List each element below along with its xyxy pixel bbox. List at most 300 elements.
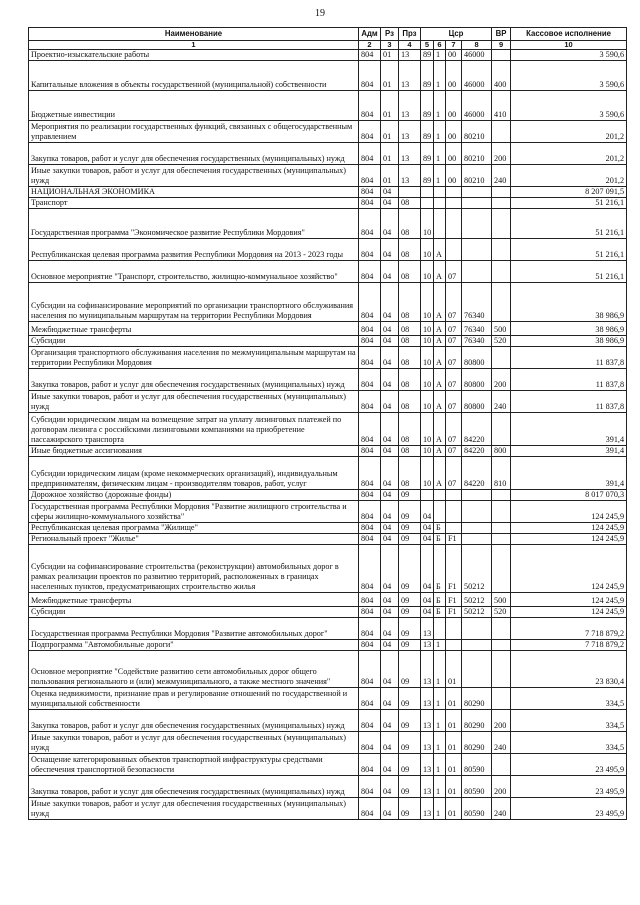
row-rz: 01 [381,91,399,121]
table-row [29,283,627,322]
row-csr-program: 04 [421,607,434,618]
row-csr-subprogram: А [434,446,446,457]
row-prz: 09 [399,534,421,545]
row-name: Основное мероприятие "Транспорт, строительство, жилищно-коммунальное хозяйство" [29,261,359,283]
row-vr: 240 [492,798,511,820]
row-amount: 38 986,9 [511,336,627,347]
row-prz: 09 [399,640,421,651]
row-amount: 124 245,9 [511,593,627,607]
row-amount: 11 837,8 [511,347,627,369]
row-csr-direction: 76340 [462,322,492,336]
row-vr: 800 [492,446,511,457]
row-csr-subprogram: Б [434,534,446,545]
row-csr-event: 01 [446,688,462,710]
row-csr-direction: 46000 [462,50,492,61]
row-vr [492,187,511,198]
row-csr-event: 00 [446,50,462,61]
column-number: 9 [492,41,511,50]
row-vr: 520 [492,607,511,618]
row-csr-event: 00 [446,121,462,143]
row-name: Мероприятия по реализации государственных функций, связанных с общегосударственным управлением [29,121,359,143]
row-csr-program: 10 [421,261,434,283]
row-csr-program: 89 [421,50,434,61]
row-prz [399,187,421,198]
row-amount: 51 216,1 [511,261,627,283]
table-body [29,50,627,820]
row-rz: 04 [381,798,399,820]
row-csr-event: 07 [446,261,462,283]
row-adm: 804 [359,50,381,61]
row-adm: 804 [359,545,381,593]
row-adm: 804 [359,261,381,283]
row-name: Государственная программа "Экономическое развитие Республики Мордовия" [29,209,359,239]
row-prz: 08 [399,391,421,413]
row-csr-subprogram: Б [434,545,446,593]
row-adm: 804 [359,732,381,754]
row-vr [492,239,511,261]
row-prz: 08 [399,322,421,336]
row-csr-direction: 80210 [462,165,492,187]
row-csr-subprogram: Б [434,607,446,618]
row-csr-program: 10 [421,457,434,490]
row-amount: 391,4 [511,457,627,490]
row-csr-direction [462,534,492,545]
row-vr: 400 [492,61,511,91]
row-csr-subprogram [434,209,446,239]
row-adm: 804 [359,391,381,413]
table-row [29,198,627,209]
row-csr-program: 13 [421,710,434,732]
row-amount: 11 837,8 [511,391,627,413]
row-csr-direction: 80210 [462,121,492,143]
table-row [29,61,627,91]
row-csr-event: 00 [446,61,462,91]
table-row [29,143,627,165]
row-amount: 201,2 [511,165,627,187]
row-csr-direction [462,198,492,209]
row-rz: 04 [381,534,399,545]
row-adm: 804 [359,347,381,369]
row-prz: 09 [399,545,421,593]
row-csr-program [421,198,434,209]
table-row [29,593,627,607]
row-csr-event: 01 [446,798,462,820]
row-name: Капитальные вложения в объекты государственной (муниципальной) собственности [29,61,359,91]
row-name: Субсидии на софинансирование строительства (реконструкции) автомобильных дорог в рамках реализации проектов по развитию территорий, расположенных в границах населенных пунктов, предусматривающих строительство жилья [29,545,359,593]
table-row [29,336,627,347]
row-adm: 804 [359,413,381,446]
row-csr-event [446,501,462,523]
row-amount: 8 207 091,5 [511,187,627,198]
row-csr-program [421,490,434,501]
row-name: Подпрограмма "Автомобильные дороги" [29,640,359,651]
row-rz: 04 [381,523,399,534]
row-amount: 124 245,9 [511,534,627,545]
column-number: 4 [399,41,421,50]
row-adm: 804 [359,165,381,187]
row-csr-program: 10 [421,413,434,446]
row-csr-subprogram [434,490,446,501]
row-amount: 3 590,6 [511,50,627,61]
header-csr: Цср [421,28,492,41]
row-amount: 334,5 [511,732,627,754]
row-vr: 200 [492,143,511,165]
row-vr [492,413,511,446]
row-name: Проектно-изыскательские работы [29,50,359,61]
header-adm: Адм [359,28,381,41]
row-csr-subprogram: Б [434,593,446,607]
column-number: 6 [434,41,446,50]
row-csr-subprogram: А [434,336,446,347]
row-vr [492,347,511,369]
row-csr-direction: 84220 [462,413,492,446]
row-name: Иные закупки товаров, работ и услуг для обеспечения государственных (муниципальных) нужд [29,391,359,413]
row-csr-direction: 80800 [462,369,492,391]
row-rz: 04 [381,369,399,391]
row-rz: 04 [381,651,399,688]
row-prz: 08 [399,457,421,490]
row-prz: 09 [399,523,421,534]
row-csr-subprogram: Б [434,523,446,534]
row-csr-subprogram [434,198,446,209]
row-csr-direction: 80290 [462,710,492,732]
row-adm: 804 [359,91,381,121]
row-amount: 11 837,8 [511,369,627,391]
row-rz: 04 [381,593,399,607]
row-name: Иные бюджетные ассигнования [29,446,359,457]
row-csr-subprogram: А [434,322,446,336]
row-name: Республиканская целевая программа развития Республики Мордовия на 2013 - 2023 годы [29,239,359,261]
table-row [29,413,627,446]
row-rz: 04 [381,336,399,347]
row-csr-direction: 50212 [462,545,492,593]
row-vr [492,688,511,710]
row-amount: 3 590,6 [511,61,627,91]
row-csr-event: 01 [446,710,462,732]
row-prz: 08 [399,283,421,322]
row-csr-direction [462,501,492,523]
row-adm: 804 [359,688,381,710]
row-adm: 804 [359,501,381,523]
row-rz: 04 [381,239,399,261]
row-vr: 240 [492,732,511,754]
row-rz: 01 [381,61,399,91]
row-adm: 804 [359,121,381,143]
row-name: Государственная программа Республики Мордовия "Развитие автомобильных дорог" [29,618,359,640]
row-rz: 04 [381,501,399,523]
row-prz: 09 [399,651,421,688]
row-name: Государственная программа Республики Мордовия "Развитие жилищного строительства и сферы жилищно-коммунального хозяйства" [29,501,359,523]
row-rz: 04 [381,732,399,754]
row-adm: 804 [359,61,381,91]
table-row [29,50,627,61]
page-number: 19 [315,8,325,19]
column-number: 7 [446,41,462,50]
row-prz: 08 [399,336,421,347]
row-prz: 09 [399,754,421,776]
table-row [29,187,627,198]
row-csr-direction [462,651,492,688]
row-amount: 3 590,6 [511,91,627,121]
row-csr-event: F1 [446,545,462,593]
row-csr-program: 10 [421,283,434,322]
row-csr-subprogram: А [434,283,446,322]
table-row [29,446,627,457]
row-vr: 520 [492,336,511,347]
row-adm: 804 [359,369,381,391]
row-prz: 09 [399,798,421,820]
row-csr-program: 13 [421,688,434,710]
row-adm: 804 [359,322,381,336]
table-row [29,776,627,798]
row-name: Оснащение категорированных объектов транспортной инфраструктуры средствами обеспечения транспортной безопасности [29,754,359,776]
table-row [29,545,627,593]
row-csr-subprogram: 1 [434,688,446,710]
row-csr-event: 07 [446,446,462,457]
row-csr-subprogram [434,187,446,198]
row-csr-program: 89 [421,121,434,143]
table-row [29,688,627,710]
row-adm: 804 [359,798,381,820]
row-csr-direction [462,187,492,198]
row-csr-program: 13 [421,754,434,776]
row-amount: 124 245,9 [511,545,627,593]
column-number: 8 [462,41,492,50]
row-csr-direction [462,618,492,640]
row-vr [492,754,511,776]
row-vr [492,651,511,688]
row-csr-subprogram: А [434,457,446,490]
row-vr: 500 [492,322,511,336]
row-rz: 04 [381,618,399,640]
row-csr-event [446,640,462,651]
row-csr-event: 00 [446,91,462,121]
header-cash-execution: Кассовое исполнение [511,28,627,41]
row-rz: 04 [381,710,399,732]
row-name: Региональный проект "Жилье" [29,534,359,545]
row-prz: 08 [399,261,421,283]
row-csr-subprogram: 1 [434,165,446,187]
row-name: Иные закупки товаров, работ и услуг для обеспечения государственных (муниципальных) нужд [29,732,359,754]
row-csr-direction: 80590 [462,776,492,798]
row-name: Бюджетные инвестиции [29,91,359,121]
row-amount: 124 245,9 [511,523,627,534]
row-name: Субсидии [29,336,359,347]
table-row [29,347,627,369]
row-csr-subprogram: 1 [434,143,446,165]
table-row [29,369,627,391]
row-name: Иные закупки товаров, работ и услуг для обеспечения государственных (муниципальных) нужд [29,798,359,820]
table-row [29,165,627,187]
row-vr: 500 [492,593,511,607]
row-csr-event: 00 [446,165,462,187]
row-csr-direction: 80590 [462,798,492,820]
row-name: Оценка недвижимости, признание прав и регулирование отношений по государственной и муниципальной собственности [29,688,359,710]
row-adm: 804 [359,143,381,165]
row-csr-subprogram: 1 [434,640,446,651]
row-csr-direction: 46000 [462,91,492,121]
row-rz: 04 [381,607,399,618]
column-number: 5 [421,41,434,50]
row-csr-program: 04 [421,534,434,545]
column-number: 1 [29,41,359,50]
row-prz: 13 [399,61,421,91]
table-row [29,91,627,121]
row-csr-direction [462,239,492,261]
row-prz: 08 [399,413,421,446]
table-row [29,618,627,640]
row-name: Дорожное хозяйство (дорожные фонды) [29,490,359,501]
row-amount: 23 830,4 [511,651,627,688]
row-vr: 240 [492,391,511,413]
row-csr-program: 10 [421,391,434,413]
row-csr-event [446,239,462,261]
row-amount: 7 718 879,2 [511,640,627,651]
row-csr-direction: 80210 [462,143,492,165]
row-csr-program: 04 [421,523,434,534]
row-csr-event [446,523,462,534]
row-vr: 200 [492,776,511,798]
row-adm: 804 [359,534,381,545]
row-prz: 08 [399,209,421,239]
table-row [29,732,627,754]
row-csr-program: 13 [421,640,434,651]
row-amount: 7 718 879,2 [511,618,627,640]
row-rz: 04 [381,688,399,710]
row-rz: 04 [381,322,399,336]
table-row [29,754,627,776]
row-adm: 804 [359,618,381,640]
row-adm: 804 [359,187,381,198]
row-rz: 04 [381,283,399,322]
row-csr-program: 10 [421,369,434,391]
row-name: Субсидии на софинансирование мероприятий по организации транспортного обслуживания населения по муниципальным маршрутам на территории Республики Мордовия [29,283,359,322]
row-csr-event: 07 [446,347,462,369]
table-row [29,490,627,501]
row-amount: 201,2 [511,121,627,143]
row-vr [492,198,511,209]
row-adm: 804 [359,523,381,534]
table-row [29,798,627,820]
row-csr-program: 10 [421,347,434,369]
row-amount: 23 495,9 [511,754,627,776]
header-name: Наименование [29,28,359,41]
row-csr-program: 10 [421,446,434,457]
row-prz: 09 [399,490,421,501]
row-amount: 51 216,1 [511,239,627,261]
row-csr-event: 01 [446,651,462,688]
row-rz: 04 [381,413,399,446]
row-csr-program: 89 [421,143,434,165]
row-adm: 804 [359,446,381,457]
table-row [29,640,627,651]
row-csr-subprogram: А [434,413,446,446]
row-rz: 01 [381,165,399,187]
row-csr-event [446,187,462,198]
row-adm: 804 [359,457,381,490]
row-vr [492,490,511,501]
column-number: 10 [511,41,627,50]
row-csr-direction: 80290 [462,732,492,754]
row-csr-program: 10 [421,239,434,261]
row-csr-event [446,618,462,640]
row-prz: 09 [399,593,421,607]
row-adm: 804 [359,651,381,688]
row-csr-direction: 84220 [462,446,492,457]
row-csr-event: 07 [446,391,462,413]
row-adm: 804 [359,776,381,798]
row-rz: 04 [381,754,399,776]
row-name: Закупка товаров, работ и услуг для обеспечения государственных (муниципальных) нужд [29,143,359,165]
row-csr-subprogram: А [434,347,446,369]
row-prz: 13 [399,50,421,61]
table-row [29,501,627,523]
row-csr-event: 07 [446,413,462,446]
row-prz: 08 [399,446,421,457]
budget-execution-table [28,27,627,820]
row-prz: 09 [399,618,421,640]
row-prz: 08 [399,347,421,369]
row-csr-event [446,198,462,209]
row-csr-program: 89 [421,61,434,91]
row-csr-subprogram: 1 [434,91,446,121]
row-prz: 13 [399,143,421,165]
row-amount: 38 986,9 [511,322,627,336]
column-number: 3 [381,41,399,50]
row-prz: 09 [399,501,421,523]
table-row [29,534,627,545]
row-amount: 124 245,9 [511,501,627,523]
table-row [29,322,627,336]
row-amount: 23 495,9 [511,798,627,820]
row-vr [492,545,511,593]
row-vr: 410 [492,91,511,121]
row-name: Транспорт [29,198,359,209]
row-csr-direction: 80800 [462,391,492,413]
row-csr-subprogram: А [434,239,446,261]
row-prz: 08 [399,198,421,209]
column-number: 2 [359,41,381,50]
row-csr-event: 01 [446,754,462,776]
row-prz: 08 [399,369,421,391]
row-csr-event: F1 [446,534,462,545]
row-adm: 804 [359,209,381,239]
row-prz: 13 [399,91,421,121]
row-rz: 04 [381,457,399,490]
row-prz: 08 [399,239,421,261]
row-rz: 01 [381,50,399,61]
row-csr-program: 04 [421,501,434,523]
row-rz: 04 [381,187,399,198]
row-vr: 200 [492,710,511,732]
row-csr-program: 04 [421,545,434,593]
row-rz: 01 [381,121,399,143]
row-csr-event: 07 [446,369,462,391]
row-csr-event: 01 [446,732,462,754]
row-csr-subprogram [434,618,446,640]
row-csr-event [446,490,462,501]
row-amount: 334,5 [511,710,627,732]
row-csr-direction: 46000 [462,61,492,91]
table-row [29,391,627,413]
row-csr-direction: 50212 [462,607,492,618]
row-name: Закупка товаров, работ и услуг для обеспечения государственных (муниципальных) нужд [29,710,359,732]
row-adm: 804 [359,607,381,618]
row-csr-subprogram [434,501,446,523]
row-vr [492,618,511,640]
row-amount: 51 216,1 [511,209,627,239]
row-rz: 04 [381,545,399,593]
